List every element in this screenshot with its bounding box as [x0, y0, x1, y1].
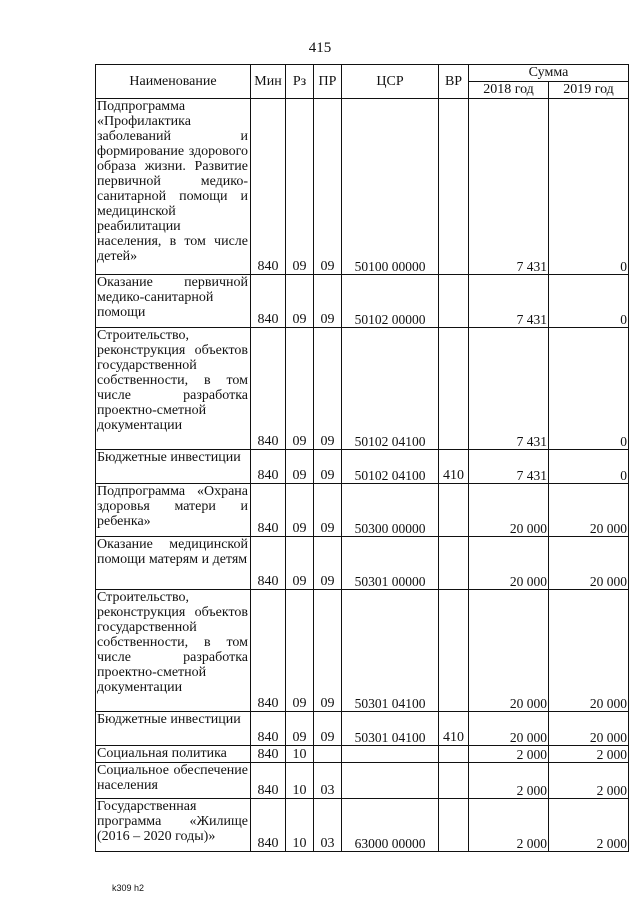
cell-vr — [439, 328, 469, 450]
cell-vr — [439, 763, 469, 799]
cell-name: Строительство, реконструкция объектов государственной собственности, в том числе разработка проектно-сметной документации — [96, 590, 251, 712]
table-row — [96, 590, 629, 712]
cell-csr: 50301 04100 — [342, 712, 439, 746]
cell-vr — [439, 746, 469, 763]
cell-y2019: 2 000 — [549, 799, 629, 852]
cell-y2019: 20 000 — [549, 712, 629, 746]
cell-y2019: 20 000 — [549, 484, 629, 537]
cell-csr: 50102 04100 — [342, 328, 439, 450]
cell-y2018: 2 000 — [469, 746, 549, 763]
cell-y2018: 7 431 — [469, 99, 549, 275]
table-row — [96, 484, 629, 537]
cell-min: 840 — [251, 590, 286, 712]
cell-min: 840 — [251, 763, 286, 799]
cell-y2018: 20 000 — [469, 484, 549, 537]
cell-csr: 50102 04100 — [342, 450, 439, 484]
cell-pr: 03 — [314, 799, 342, 852]
page-number: 415 — [308, 40, 332, 56]
cell-name: Подпрограмма «Профилактика заболеваний и формирование здорового образа жизни. Развитие первичной медико-санитарной помощи и медицинской реабилитации населения, в том числе детей» — [96, 99, 251, 275]
cell-min: 840 — [251, 484, 286, 537]
table-row — [96, 328, 629, 450]
header-min: Мин — [251, 65, 286, 99]
cell-rz: 10 — [286, 799, 314, 852]
table-row — [96, 799, 629, 852]
cell-rz: 09 — [286, 328, 314, 450]
cell-rz: 09 — [286, 275, 314, 328]
cell-y2018: 7 431 — [469, 328, 549, 450]
cell-rz: 10 — [286, 746, 314, 763]
cell-vr: 410 — [439, 450, 469, 484]
cell-csr — [342, 746, 439, 763]
cell-pr: 09 — [314, 99, 342, 275]
cell-csr: 63000 00000 — [342, 799, 439, 852]
cell-name: Социальная политика — [96, 746, 251, 763]
cell-min: 840 — [251, 450, 286, 484]
cell-y2019: 0 — [549, 328, 629, 450]
cell-y2018: 2 000 — [469, 763, 549, 799]
cell-pr: 09 — [314, 712, 342, 746]
cell-vr: 410 — [439, 712, 469, 746]
header-name: Наименование — [96, 65, 251, 99]
cell-name: Оказание медицинской помощи матерям и детям — [96, 537, 251, 590]
header-2019: 2019 год — [549, 82, 629, 99]
table-row — [96, 537, 629, 590]
cell-y2018: 2 000 — [469, 799, 549, 852]
budget-table — [95, 64, 629, 852]
cell-pr: 09 — [314, 328, 342, 450]
cell-vr — [439, 537, 469, 590]
cell-csr: 50100 00000 — [342, 99, 439, 275]
table-row — [96, 712, 629, 746]
cell-y2019: 0 — [549, 450, 629, 484]
cell-min: 840 — [251, 99, 286, 275]
cell-csr: 50102 00000 — [342, 275, 439, 328]
cell-min: 840 — [251, 746, 286, 763]
cell-vr — [439, 590, 469, 712]
cell-pr: 09 — [314, 450, 342, 484]
cell-y2018: 20 000 — [469, 712, 549, 746]
cell-name: Строительство, реконструкция объектов государственной собственности, в том числе разработка проектно-сметной документации — [96, 328, 251, 450]
cell-rz: 09 — [286, 99, 314, 275]
cell-min: 840 — [251, 712, 286, 746]
header-2018: 2018 год — [469, 82, 549, 99]
cell-y2018: 20 000 — [469, 537, 549, 590]
cell-min: 840 — [251, 328, 286, 450]
table-row — [96, 746, 629, 763]
cell-y2018: 7 431 — [469, 450, 549, 484]
cell-y2019: 0 — [549, 275, 629, 328]
cell-name: Бюджетные инвестиции — [96, 450, 251, 484]
cell-min: 840 — [251, 537, 286, 590]
header-vr: ВР — [439, 65, 469, 99]
cell-csr — [342, 763, 439, 799]
cell-min: 840 — [251, 275, 286, 328]
header-pr: ПР — [314, 65, 342, 99]
cell-rz: 09 — [286, 537, 314, 590]
cell-vr — [439, 99, 469, 275]
cell-pr: 09 — [314, 537, 342, 590]
cell-pr: 09 — [314, 590, 342, 712]
cell-rz: 09 — [286, 450, 314, 484]
header-rz: Рз — [286, 65, 314, 99]
cell-pr: 09 — [314, 484, 342, 537]
cell-rz: 09 — [286, 590, 314, 712]
table-row — [96, 275, 629, 328]
cell-y2019: 2 000 — [549, 763, 629, 799]
cell-csr: 50301 04100 — [342, 590, 439, 712]
cell-name: Оказание первичной медико-санитарной помощи — [96, 275, 251, 328]
cell-name: Социальное обеспечение населения — [96, 763, 251, 799]
cell-y2019: 0 — [549, 99, 629, 275]
cell-rz: 09 — [286, 712, 314, 746]
cell-min: 840 — [251, 799, 286, 852]
cell-y2018: 20 000 — [469, 590, 549, 712]
cell-pr — [314, 746, 342, 763]
table-row — [96, 450, 629, 484]
cell-name: Подпрограмма «Охрана здоровья матери и ребенка» — [96, 484, 251, 537]
table-row — [96, 763, 629, 799]
cell-csr: 50301 00000 — [342, 537, 439, 590]
header-sum: Сумма — [469, 65, 629, 82]
cell-name: Государственная программа «Жилище (2016 – 2020 годы)» — [96, 799, 251, 852]
cell-pr: 09 — [314, 275, 342, 328]
cell-y2019: 20 000 — [549, 590, 629, 712]
header-csr: ЦСР — [342, 65, 439, 99]
cell-pr: 03 — [314, 763, 342, 799]
cell-csr: 50300 00000 — [342, 484, 439, 537]
cell-vr — [439, 799, 469, 852]
table-row — [96, 99, 629, 275]
footer-code: k309 h2 — [112, 883, 145, 893]
cell-y2018: 7 431 — [469, 275, 549, 328]
cell-y2019: 2 000 — [549, 746, 629, 763]
cell-rz: 09 — [286, 484, 314, 537]
cell-vr — [439, 484, 469, 537]
cell-name: Бюджетные инвестиции — [96, 712, 251, 746]
cell-y2019: 20 000 — [549, 537, 629, 590]
cell-rz: 10 — [286, 763, 314, 799]
cell-vr — [439, 275, 469, 328]
